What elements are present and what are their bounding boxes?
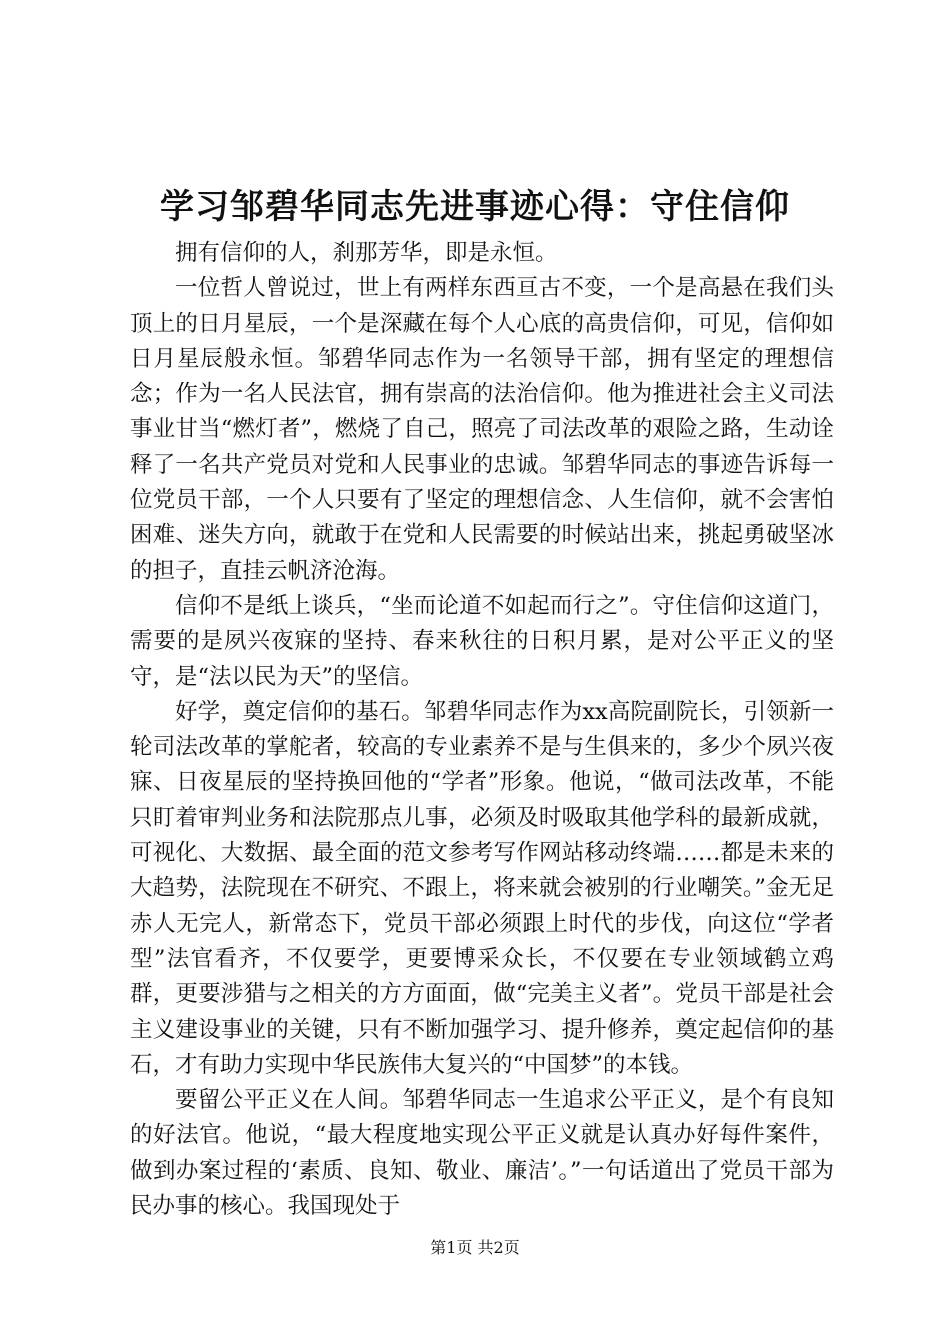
paragraph: 拥有信仰的人，刹那芳华，即是永恒。 <box>175 240 558 266</box>
paragraph: 信仰不是纸上谈兵，“坐而论道不如起而行之”。守住信仰这道门，需要的是夙兴夜寐的坚持、春来秋往的日积月累，是对公平正义的坚守，是“法以民为天”的坚信。 <box>130 592 834 690</box>
paragraph: 一位哲人曾说过，世上有两样东西亘古不变，一个是高悬在我们头顶上的日月星辰，一个是深藏在每个人心底的高贵信仰，可见，信仰如日月星辰般永恒。邹碧华同志作为一名领导干部，拥有坚定的理想信念；作为一名人民法官，拥有崇高的法治信仰。他为推进社会主义司法事业甘当“燃灯者”，燃烧了自己，照亮了司法改革的艰险之路，生动诠释了一名共产党员对党和人民事业的忠诚。邹碧华同志的事迹告诉每一位党员干部，一个人只要有了坚定的理想信念、人生信仰，就不会害怕困难、迷失方向，就敢于在党和人民需要的时候站出来，挑起勇破坚冰的担子，直挂云帆济沧海。 <box>130 275 834 584</box>
page-footer: 第1页 共2页 <box>430 1238 520 1257</box>
paragraph: 要留公平正义在人间。邹碧华同志一生追求公平正义，是个有良知的好法官。他说，“最大程度地实现公平正义就是认真办好每件案件，做到办案过程的‘素质、良知、敬业、廉洁’。”一句话道出了党员干部为民办事的核心。我国现处于 <box>130 1087 834 1220</box>
document-title: 学习邹碧华同志先进事迹心得：守住信仰 <box>160 187 790 227</box>
document-body <box>130 236 834 1224</box>
paragraph: 好学，奠定信仰的基石。邹碧华同志作为xx高院副院长，引领新一轮司法改革的掌舵者，较高的专业素养不是与生俱来的，多少个夙兴夜寐、日夜星辰的坚持换回他的“学者”形象。他说，“做司法改革，不能只盯着审判业务和法院那点儿事，必须及时吸取其他学科的最新成就，可视化、大数据、最全面的范文参考写作网站移动终端……都是未来的大趋势，法院现在不研究、不跟上，将来就会被别的行业嘲笑。”金无足赤人无完人，新常态下，党员干部必须跟上时代的步伐，向这位“学者型”法官看齐，不仅要学，更要博采众长，不仅要在专业领域鹤立鸡群，更要涉猎与之相关的方方面面，做“完美主义者”。党员干部是社会主义建设事业的关键，只有不断加强学习、提升修养，奠定起信仰的基石，才有助力实现中华民族伟大复兴的“中国梦”的本钱。 <box>130 698 834 1078</box>
